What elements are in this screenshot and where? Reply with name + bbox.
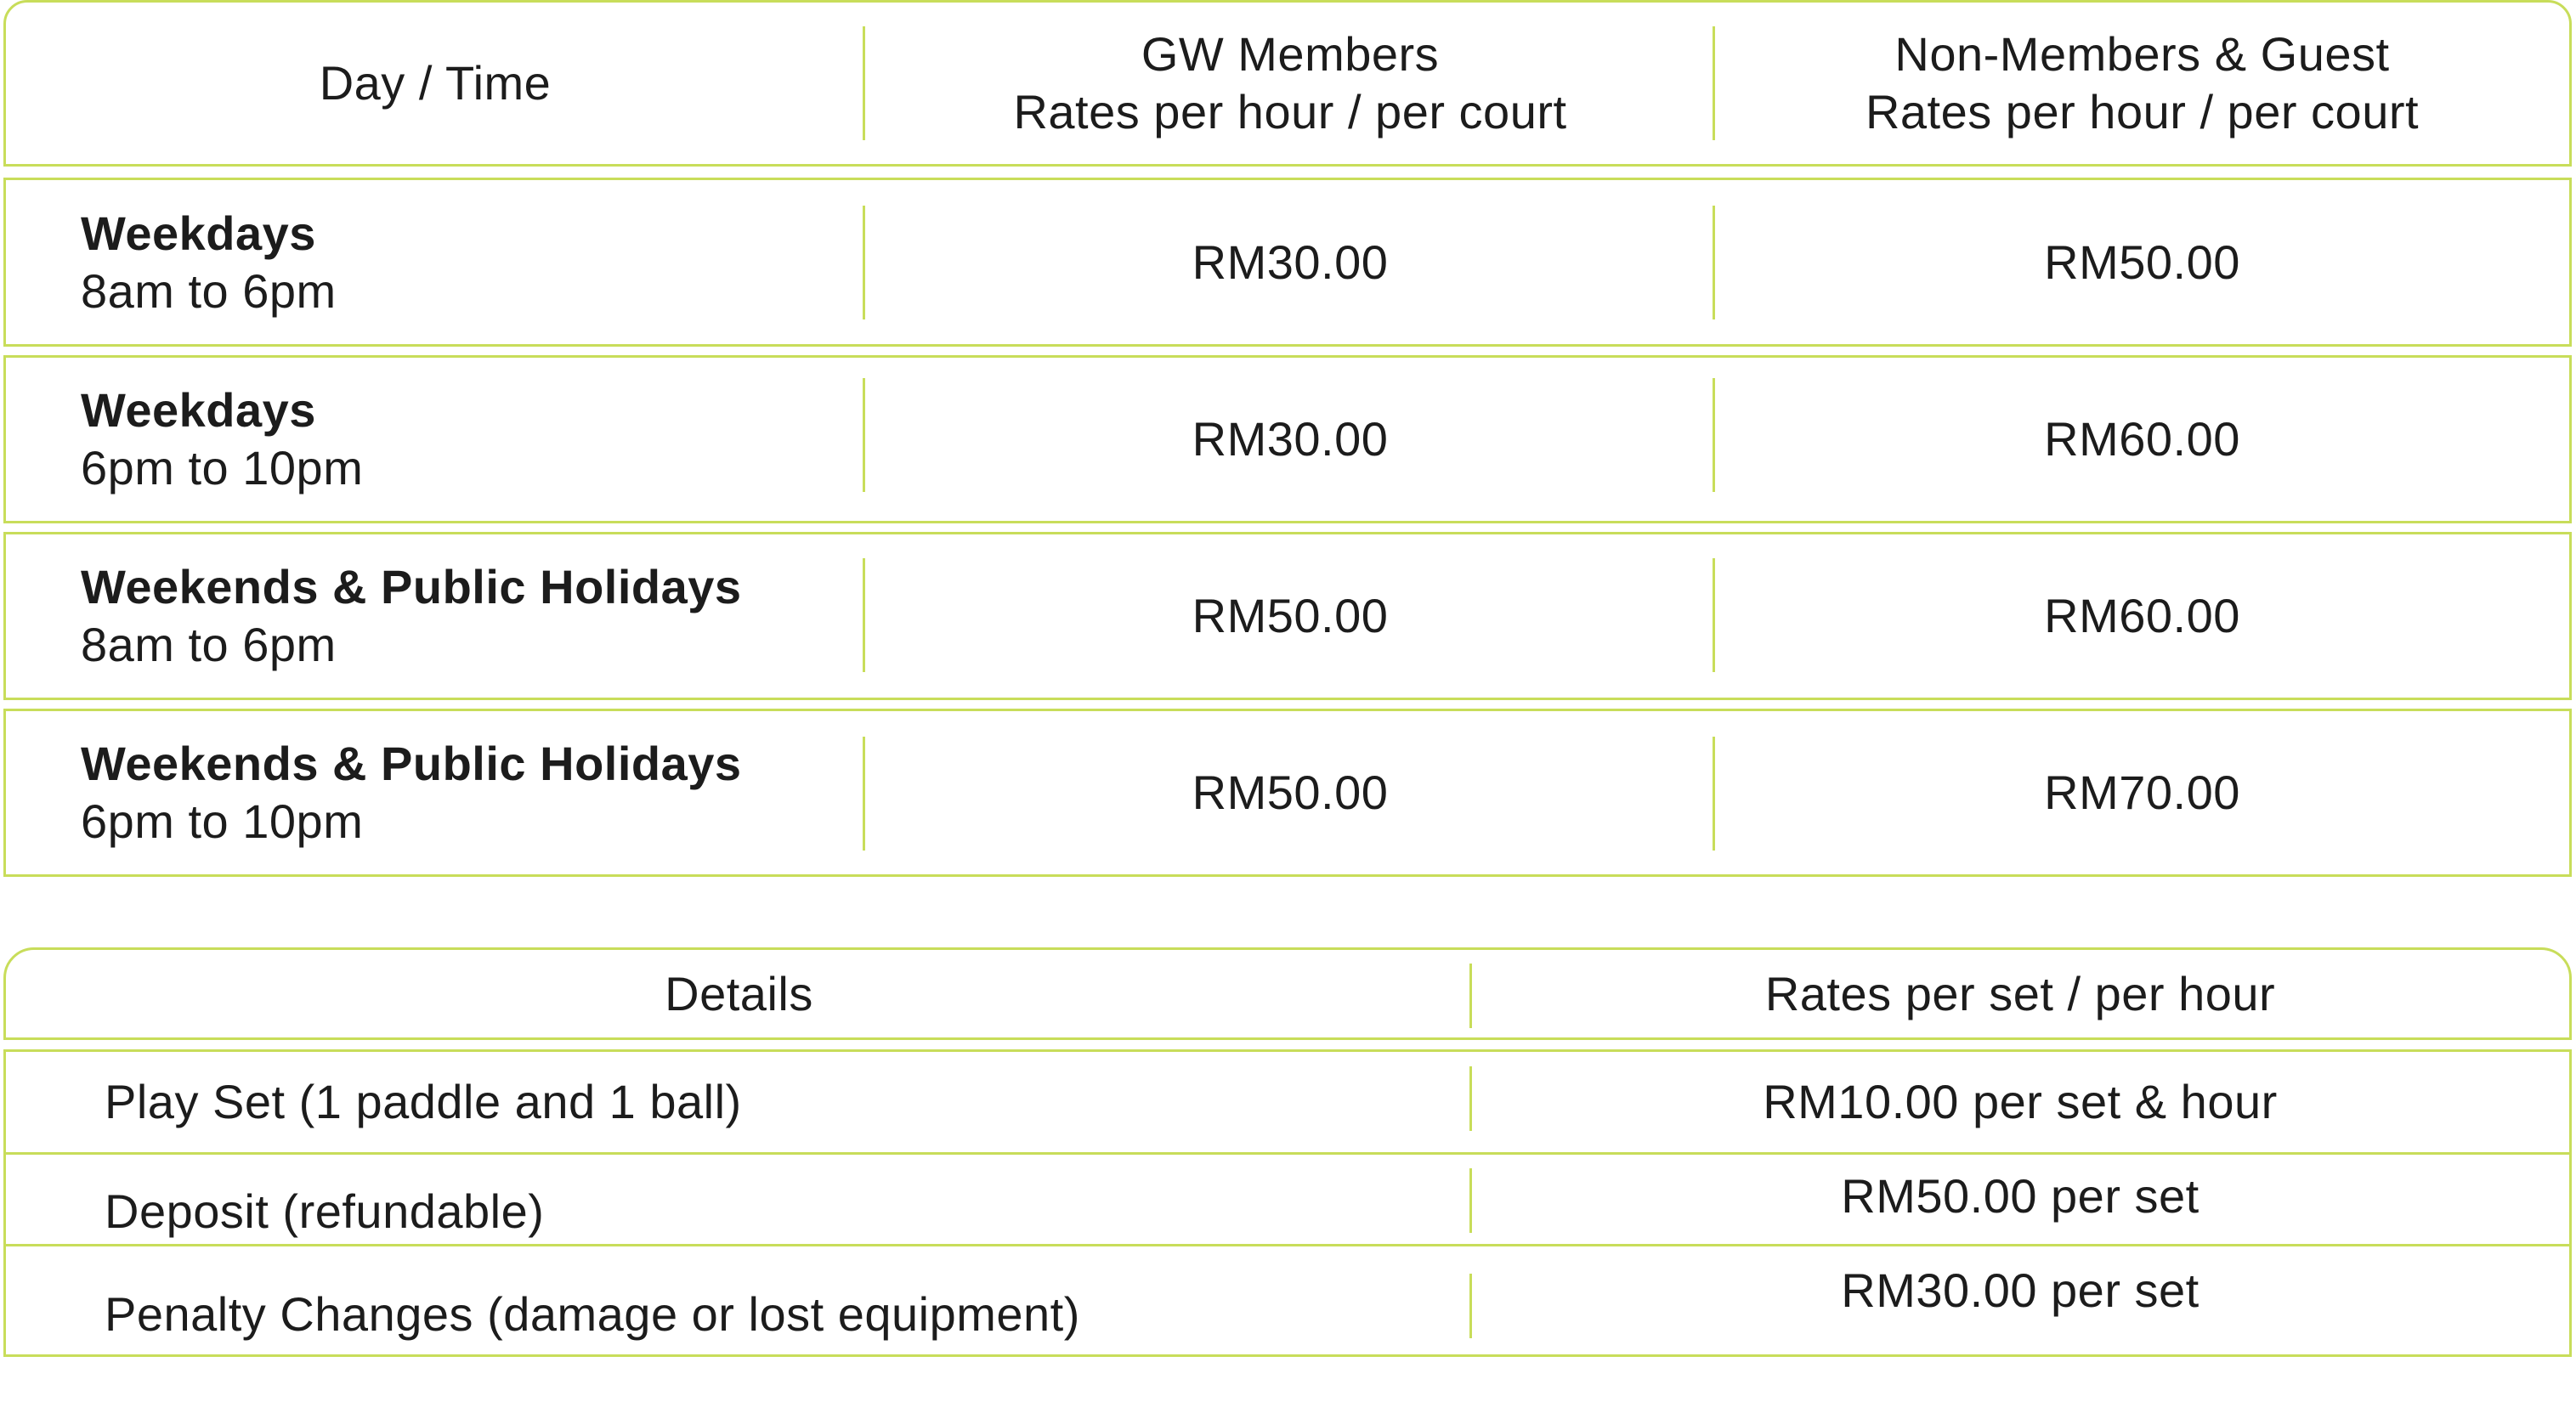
table-row	[6, 1155, 2569, 1246]
court-rates-header	[3, 0, 2572, 167]
non-member-rate: RM60.00	[2044, 412, 2240, 466]
member-rate: RM30.00	[1192, 235, 1389, 289]
table-row	[3, 355, 2572, 523]
non-member-rate: RM70.00	[2044, 766, 2240, 819]
row-time-range: 8am to 6pm	[81, 263, 337, 318]
table-row	[3, 178, 2572, 347]
equipment-detail: Play Set (1 paddle and 1 ball)	[105, 1075, 742, 1128]
table-row	[3, 709, 2572, 877]
table-row	[3, 532, 2572, 700]
member-rate: RM30.00	[1192, 412, 1389, 466]
non-member-rate: RM50.00	[2044, 235, 2240, 289]
member-rate: RM50.00	[1192, 766, 1389, 819]
header-rates: Rates per set / per hour	[1764, 966, 2276, 1020]
equipment-detail: Deposit (refundable)	[105, 1184, 545, 1238]
header-details: Details	[665, 966, 813, 1020]
row-day-label: Weekdays	[81, 206, 316, 260]
table-row	[6, 1246, 2569, 1354]
header-nonmembers-title: Non-Members & Guest	[1894, 27, 2390, 81]
header-day-time: Day / Time	[319, 56, 552, 110]
equipment-rows	[3, 1049, 2572, 1357]
equipment-header	[3, 947, 2572, 1040]
row-day-label: Weekends & Public Holidays	[81, 737, 742, 790]
row-time-range: 6pm to 10pm	[81, 441, 364, 495]
equipment-rate: RM50.00 per set	[1841, 1168, 2200, 1223]
row-time-range: 6pm to 10pm	[81, 794, 364, 848]
non-member-rate: RM60.00	[2044, 589, 2240, 642]
header-nonmembers-subtitle: Rates per hour / per court	[1865, 85, 2420, 138]
member-rate: RM50.00	[1192, 589, 1389, 642]
header-members-subtitle: Rates per hour / per court	[1013, 85, 1567, 138]
row-day-label: Weekends & Public Holidays	[81, 560, 742, 613]
header-members-title: GW Members	[1141, 27, 1440, 81]
row-time-range: 8am to 6pm	[81, 618, 337, 671]
equipment-rate: RM10.00 per set & hour	[1763, 1075, 2278, 1128]
equipment-detail: Penalty Changes (damage or lost equipment)	[105, 1286, 1080, 1341]
equipment-rate: RM30.00 per set	[1841, 1263, 2200, 1317]
table-row	[6, 1052, 2569, 1155]
row-day-label: Weekdays	[81, 383, 316, 437]
